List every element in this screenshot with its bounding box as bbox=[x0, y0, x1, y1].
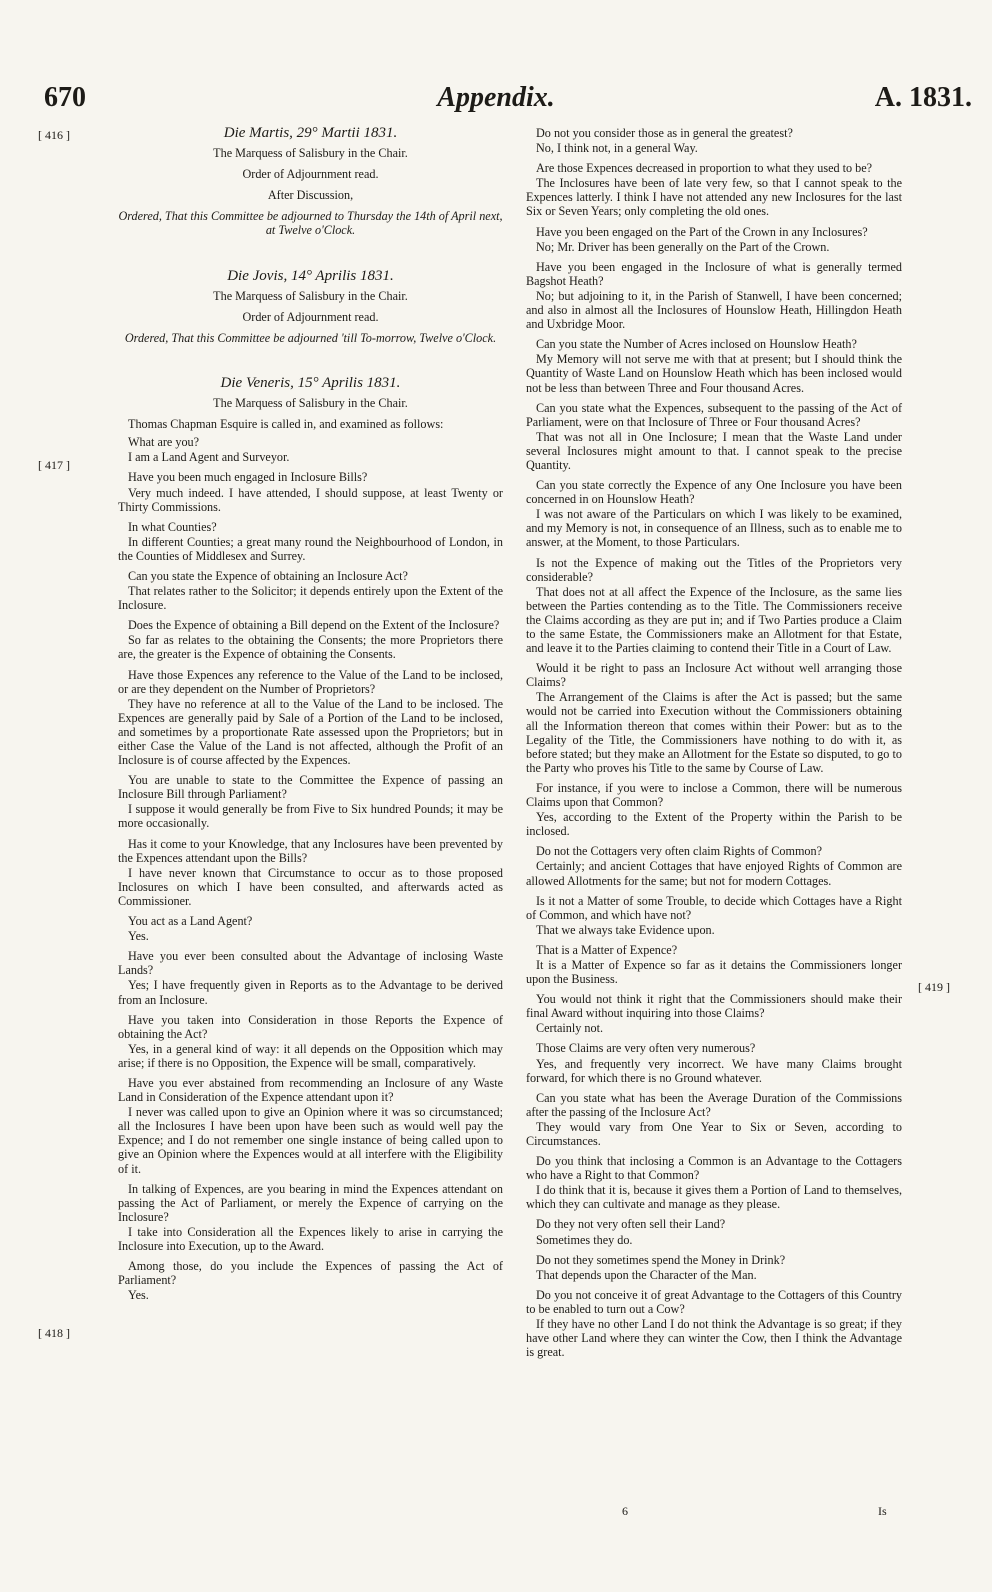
qa-pair bbox=[118, 520, 503, 563]
sitting-line: Order of Adjournment read. bbox=[242, 309, 379, 324]
question: Has it come to your Knowledge, that any Inclosures have been prevented by the Expences attendant upon the Bills? bbox=[118, 836, 503, 865]
right-qa-list bbox=[526, 126, 902, 1359]
qa-pair bbox=[118, 1013, 503, 1070]
question: Those Claims are very often very numerous? bbox=[536, 1041, 756, 1056]
answer: That does not at all affect the Expence of the Inclosure, as the same lies between the Parties contending as to the Title. The Commissioners receive the Claims according as they are put in; and if Two Parties produce a Claim to the same Estate, the Commissioners make an Allotment for that Estate, and leave it to the Parties claiming to contend their Title in a Court of Law. bbox=[526, 584, 902, 656]
question: Can you state the Number of Acres inclosed on Hounslow Heath? bbox=[536, 337, 857, 352]
question: Do not they sometimes spend the Money in Drink? bbox=[536, 1252, 786, 1267]
sitting-order: Ordered, That this Committee be adjourned 'till To-morrow, Twelve o'Clock. bbox=[124, 330, 497, 345]
sitting-date: Die Martis, 29° Martii 1831. bbox=[223, 125, 398, 141]
question: Have you been engaged in the Inclosure of what is generally termed Bagshot Heath? bbox=[526, 259, 902, 288]
qa-pair bbox=[118, 914, 503, 943]
qa-pair bbox=[118, 773, 503, 830]
question: In what Counties? bbox=[128, 519, 217, 534]
sitting-chair: The Marquess of Salisbury in the Chair. bbox=[213, 288, 408, 303]
witness-intro: Thomas Chapman Esquire is called in, and examined as follows: bbox=[128, 417, 444, 432]
question: Can you state correctly the Expence of any One Inclosure you have been concerned in on Hounslow Heath? bbox=[526, 478, 902, 507]
answer: In different Counties; a great many round the Neighbourhood of London, in the Counties of Middlesex and Surrey. bbox=[118, 534, 503, 563]
left-qa-list bbox=[118, 435, 503, 1302]
qa-pair bbox=[526, 943, 902, 986]
answer: The Inclosures have been of late very few, so that I cannot speak to the Expences latterly. I think I have not attended any new Inclosures for the last Six or Seven Years; only completing the old ones. bbox=[526, 176, 902, 219]
page-year: A. 1831. bbox=[874, 82, 972, 113]
answer: Yes. bbox=[128, 1288, 149, 1303]
question: Have you ever abstained from recommending an Inclosure of any Waste Land in Consideration of the Expence attendant upon it? bbox=[118, 1075, 503, 1105]
margin-ref-418: [ 418 ] bbox=[38, 1326, 70, 1340]
qa-pair bbox=[526, 894, 902, 937]
question: Can you state what has been the Average Duration of the Commissions after the passing of the Inclosure Act? bbox=[526, 1090, 902, 1119]
answer: I suppose it would generally be from Five to Six hundred Pounds; it may be more occasionally. bbox=[118, 802, 503, 831]
qa-pair bbox=[526, 1217, 902, 1246]
qa-pair bbox=[526, 1253, 902, 1282]
sitting-date: Die Jovis, 14° Aprilis 1831. bbox=[227, 267, 394, 284]
qa-pair bbox=[526, 401, 902, 472]
qa-pair bbox=[526, 556, 902, 656]
question: That is a Matter of Expence? bbox=[536, 942, 678, 957]
answer: Yes, and frequently very incorrect. We have many Claims brought forward, for which there is no Ground whatever. bbox=[526, 1056, 902, 1085]
sitting-3 bbox=[118, 376, 503, 410]
answer: That depends upon the Character of the Man. bbox=[536, 1267, 757, 1282]
qa-pair bbox=[118, 470, 503, 513]
question: Does the Expence of obtaining a Bill depend on the Extent of the Inclosure? bbox=[128, 618, 500, 633]
question: In talking of Expences, are you bearing in mind the Expences attendant on passing the Act of Parliament, or merely the Expence of carrying on the Inclosure? bbox=[118, 1181, 503, 1224]
qa-pair bbox=[118, 668, 503, 768]
answer: Yes, according to the Extent of the Property within the Parish to be inclosed. bbox=[526, 810, 902, 839]
answer: Certainly; and ancient Cottages that have enjoyed Rights of Common are allowed Allotments for the same; but not for modern Cottages. bbox=[526, 859, 902, 888]
question: Is it not a Matter of some Trouble, to decide which Cottages have a Right of Common, and which have not? bbox=[526, 893, 902, 922]
question: Have those Expences any reference to the Value of the Land to be inclosed, or are they dependent on the Number of Proprietors? bbox=[118, 667, 503, 696]
answer: Yes. bbox=[128, 929, 149, 944]
qa-pair bbox=[118, 949, 503, 1006]
answer: No; Mr. Driver has been generally on the Part of the Crown. bbox=[536, 239, 830, 254]
question: You act as a Land Agent? bbox=[128, 914, 253, 929]
catchword: Is bbox=[878, 1504, 887, 1518]
right-column bbox=[526, 126, 902, 1365]
answer: They have no reference at all to the Value of the Land to be inclosed. The Expences are generally paid by Sale of a Portion of the Land to be inclosed, and sometimes by a proportionate Rate assessed upon the Proprietors; but in either Case the Value of the Land is not affected, although the Profit of an Inclosure is of course affected by the Expences. bbox=[118, 696, 503, 768]
answer: It is a Matter of Expence so far as it detains the Commissioners longer upon the Business. bbox=[526, 957, 902, 987]
answer: No; but adjoining to it, in the Parish of Stanwell, I have been concerned; and also in almost all the Inclosures of Hounslow Heath, Hillingdon Heath and Uxbridge Moor. bbox=[526, 288, 902, 332]
sitting-date: Die Veneris, 15° Aprilis 1831. bbox=[220, 374, 401, 391]
question: You are unable to state to the Committee the Expence of passing an Inclosure Bill through Parliament? bbox=[118, 773, 503, 802]
question: Have you been much engaged in Inclosure Bills? bbox=[128, 470, 368, 485]
question: Have you ever been consulted about the Advantage of inclosing Waste Lands? bbox=[118, 949, 503, 978]
qa-pair bbox=[526, 126, 902, 155]
qa-pair bbox=[526, 992, 902, 1035]
question: Can you state what the Expences, subsequent to the passing of the Act of Parliament, were on that Inclosure of Three or Four thousand Acres? bbox=[526, 400, 902, 429]
answer: Certainly not. bbox=[536, 1021, 604, 1036]
signature-mark: 6 bbox=[622, 1504, 628, 1518]
question: Do they not very often sell their Land? bbox=[536, 1217, 726, 1232]
qa-pair bbox=[526, 1091, 902, 1148]
answer: That we always take Evidence upon. bbox=[536, 922, 715, 937]
qa-pair bbox=[526, 661, 902, 775]
qa-pair bbox=[118, 1076, 503, 1176]
answer: My Memory will not serve me with that at present; but I should think the Quantity of Waste Land on Hounslow Heath which has been inclosed would not be less than between Three and Four thousand Acres. bbox=[526, 352, 902, 395]
qa-pair bbox=[526, 781, 902, 838]
qa-pair bbox=[526, 337, 902, 394]
question: You would not think it right that the Commissioners should make their final Award without inquiring into those Claims? bbox=[526, 992, 902, 1021]
qa-pair bbox=[526, 260, 902, 331]
sitting-order: Ordered, That this Committee be adjourned to Thursday the 14th of April next, at Twelve o'Clock. bbox=[118, 209, 503, 238]
question: Have you taken into Consideration in those Reports the Expence of obtaining the Act? bbox=[118, 1012, 503, 1041]
answer: They would vary from One Year to Six or Seven, according to Circumstances. bbox=[526, 1119, 902, 1148]
qa-pair bbox=[526, 478, 902, 549]
left-column bbox=[118, 126, 503, 1308]
sitting-1 bbox=[118, 126, 503, 238]
question: Are those Expences decreased in proportion to what they used to be? bbox=[536, 161, 873, 176]
qa-pair bbox=[526, 844, 902, 887]
qa-pair bbox=[526, 161, 902, 218]
margin-ref-417: [ 417 ] bbox=[38, 458, 70, 472]
question: Do you not conceive it of great Advantage to the Cottagers of this Country to be enabled to turn out a Cow? bbox=[526, 1287, 902, 1316]
qa-pair bbox=[118, 569, 503, 612]
margin-ref-419: [ 419 ] bbox=[918, 980, 950, 994]
question: Can you state the Expence of obtaining an Inclosure Act? bbox=[128, 568, 408, 583]
margin-ref-416: [ 416 ] bbox=[38, 128, 70, 142]
page-number: 670 bbox=[44, 82, 86, 113]
answer: I never was called upon to give an Opinion where it was so circumstanced; all the Inclosures I have been upon have been such as would well pay the Expence; and I do not remember one single instance of being called upon to give an Opinion where the Expences would at all interfere with the Eligibility of it. bbox=[118, 1105, 503, 1176]
qa-pair bbox=[526, 1288, 902, 1359]
qa-pair bbox=[526, 1154, 902, 1211]
qa-pair bbox=[526, 225, 902, 254]
qa-pair bbox=[118, 435, 503, 464]
question: Is not the Expence of making out the Titles of the Proprietors very considerable? bbox=[526, 555, 902, 584]
qa-pair bbox=[118, 618, 503, 661]
qa-pair bbox=[526, 1041, 902, 1084]
answer: Sometimes they do. bbox=[536, 1232, 633, 1247]
answer: If they have no other Land I do not think the Advantage is so great; if they have other Land where they can winter the Cow, then I think the Advantage is great. bbox=[526, 1317, 902, 1360]
qa-pair bbox=[118, 1182, 503, 1253]
question: What are you? bbox=[128, 435, 200, 450]
question: Do you think that inclosing a Common is an Advantage to the Cottagers who have a Right to that Common? bbox=[526, 1154, 902, 1183]
answer: I was not aware of the Particulars on which I was likely to be examined, and my Memory is not, in consequence of an Illness, such as to enable me to answer, at the Moment, to those Particulars. bbox=[526, 507, 902, 550]
question: Do not you consider those as in general the greatest? bbox=[536, 126, 793, 140]
page-title: Appendix. bbox=[437, 82, 555, 113]
answer: Yes, in a general kind of way: it all depends on the Opposition which may arise; if there is no Opposition, the Expence will be small, comparatively. bbox=[118, 1041, 503, 1070]
answer: I have never known that Circumstance to occur as to those proposed Inclosures on which I have been consulted, and afterwards acted as Commissioner. bbox=[118, 865, 503, 908]
sitting-chair: The Marquess of Salisbury in the Chair. bbox=[213, 396, 408, 411]
answer: So far as relates to the obtaining the Consents; the more Proprietors there are, the greater is the Expence of obtaining the Consents. bbox=[118, 633, 503, 662]
answer: I do think that it is, because it gives them a Portion of Land to themselves, which they can cultivate and manage as they please. bbox=[526, 1183, 902, 1212]
question: Would it be right to pass an Inclosure Act without well arranging those Claims? bbox=[526, 661, 902, 690]
question: For instance, if you were to inclose a Common, there will be numerous Claims upon that Common? bbox=[526, 780, 902, 810]
answer: I take into Consideration all the Expences likely to arise in carrying the Inclosure into Execution, up to the Award. bbox=[118, 1224, 503, 1253]
sitting-line: Order of Adjournment read. bbox=[242, 167, 379, 182]
answer: Very much indeed. I have attended, I should suppose, at least Twenty or Thirty Commissions. bbox=[118, 485, 503, 514]
question: Have you been engaged on the Part of the Crown in any Inclosures? bbox=[536, 224, 868, 239]
answer: That relates rather to the Solicitor; it depends entirely upon the Extent of the Inclosure. bbox=[118, 584, 503, 613]
sitting-line: After Discussion, bbox=[267, 188, 354, 203]
answer: I am a Land Agent and Surveyor. bbox=[128, 450, 290, 465]
sitting-chair: The Marquess of Salisbury in the Chair. bbox=[213, 146, 408, 161]
answer: That was not all in One Inclosure; I mean that the Waste Land under several Inclosures might amount to that. I cannot speak to the precise Quantity. bbox=[526, 429, 902, 472]
answer: Yes; I have frequently given in Reports as to the Advantage to be derived from an Inclosure. bbox=[118, 978, 503, 1007]
sitting-2 bbox=[118, 269, 503, 345]
answer: The Arrangement of the Claims is after the Act is passed; but the same would not be carried into Execution without the Commissioners obtaining all the Information thereon that comes within their Power: but as to the Legality of the Title, the Commissioners have nothing to do with it, as before stated; but they make an Allotment for the Estate so disputed, to go to the Party who proves his Title to the same by Course of Law. bbox=[526, 690, 902, 775]
qa-pair bbox=[118, 1259, 503, 1302]
question: Do not the Cottagers very often claim Rights of Common? bbox=[536, 844, 823, 859]
qa-pair bbox=[118, 837, 503, 908]
question: Among those, do you include the Expences of passing the Act of Parliament? bbox=[118, 1259, 503, 1288]
answer: No, I think not, in a general Way. bbox=[536, 141, 698, 156]
